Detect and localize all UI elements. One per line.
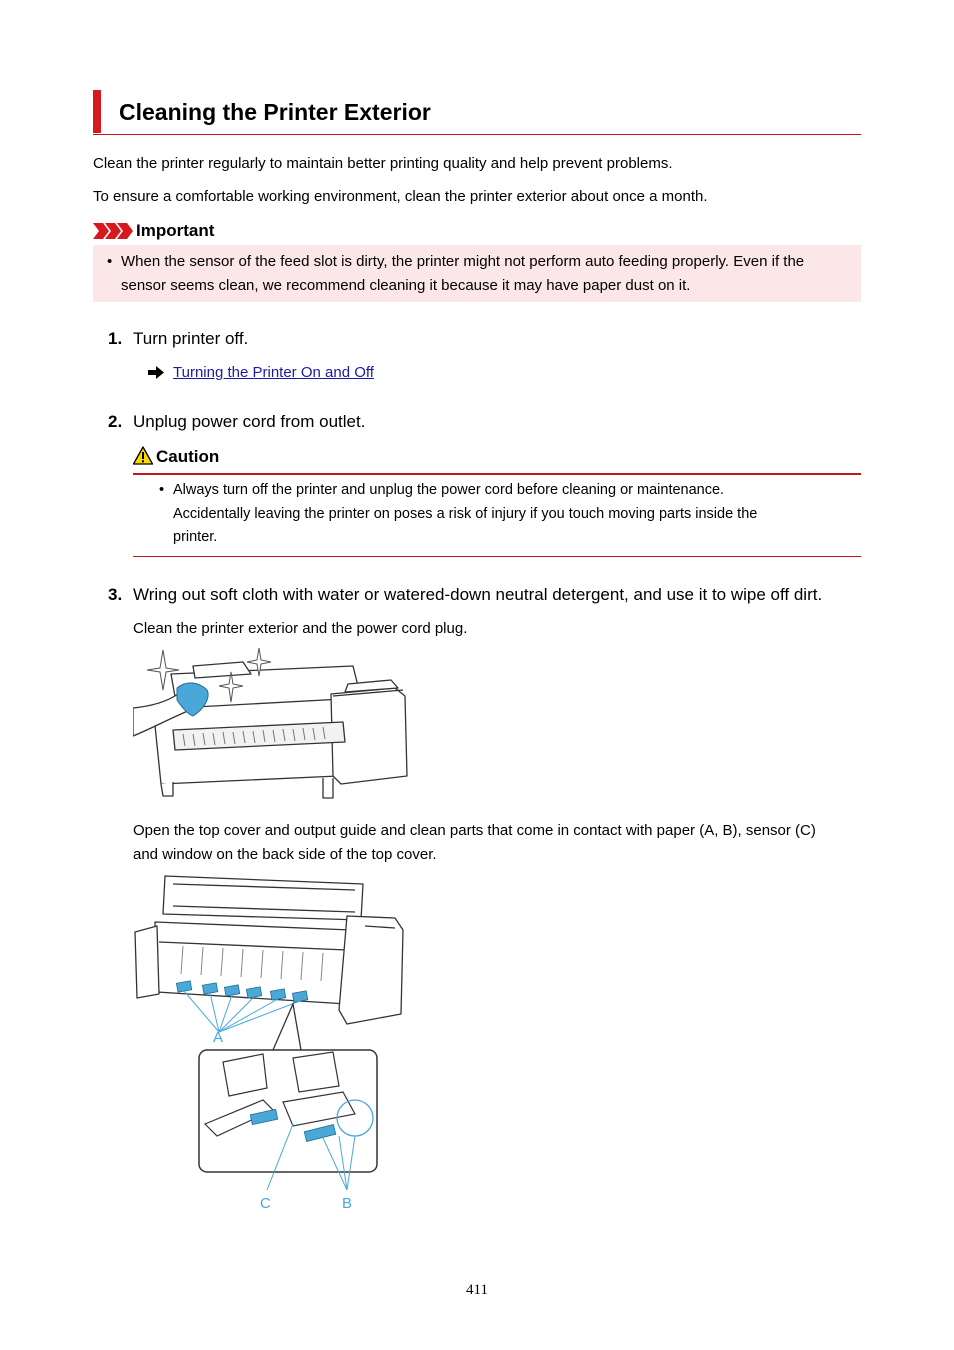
caution-bottom-rule bbox=[133, 556, 861, 557]
caution-text-line-2: Accidentally leaving the printer on poses a risk of injury if you touch moving parts inside the bbox=[173, 506, 758, 522]
step-3-number: 3. bbox=[108, 585, 123, 604]
important-text-line-1: When the sensor of the feed slot is dirty, the printer might not perform auto feeding properly. Even if the bbox=[121, 253, 805, 270]
important-label: Important bbox=[136, 221, 215, 240]
page-title: Cleaning the Printer Exterior bbox=[119, 99, 431, 125]
important-box bbox=[93, 245, 861, 302]
step-1-number: 1. bbox=[108, 329, 123, 348]
intro-paragraph-1: Clean the printer regularly to maintain better printing quality and help prevent problems. bbox=[93, 155, 673, 172]
label-a: A bbox=[213, 1029, 224, 1046]
step-3-instruction-line-2: and window on the back side of the top cover. bbox=[133, 846, 437, 863]
turning-printer-on-off-link[interactable]: Turning the Printer On and Off bbox=[173, 364, 374, 381]
step-1-text: Turn printer off. bbox=[133, 329, 249, 348]
caution-bullet: • bbox=[159, 482, 165, 498]
section-heading bbox=[93, 90, 861, 135]
label-c: C bbox=[260, 1195, 271, 1212]
important-arrows-icon bbox=[93, 223, 133, 239]
intro-paragraph-2: To ensure a comfortable working environment, clean the printer exterior about once a month. bbox=[93, 188, 708, 205]
caution-top-rule bbox=[133, 473, 861, 475]
step-3-instruction-line-1: Open the top cover and output guide and clean parts that come in contact with paper (A, B), sensor (C) bbox=[133, 822, 816, 839]
page-number: 411 bbox=[466, 1282, 488, 1298]
step-2-text: Unplug power cord from outlet. bbox=[133, 412, 366, 431]
caution-label: Caution bbox=[156, 447, 220, 466]
important-text-line-2: sensor seems clean, we recommend cleaning it because it may have paper dust on it. bbox=[121, 277, 691, 294]
important-bullet: • bbox=[107, 253, 113, 270]
arrow-right-icon bbox=[148, 366, 164, 379]
warning-triangle-icon bbox=[133, 446, 153, 465]
step-3-text: Wring out soft cloth with water or watered-down neutral detergent, and use it to wipe off dirt. bbox=[133, 585, 823, 604]
step-2-number: 2. bbox=[108, 412, 123, 431]
printer-wipe-illustration bbox=[133, 646, 409, 802]
heading-accent-bar bbox=[93, 90, 101, 133]
caution-text-line-1: Always turn off the printer and unplug the power cord before cleaning or maintenance. bbox=[173, 482, 725, 498]
caution-text-line-3: printer. bbox=[173, 529, 218, 545]
printer-open-cover-illustration bbox=[133, 874, 405, 1216]
step-3-subtext: Clean the printer exterior and the power cord plug. bbox=[133, 620, 468, 637]
label-b: B bbox=[342, 1195, 353, 1212]
